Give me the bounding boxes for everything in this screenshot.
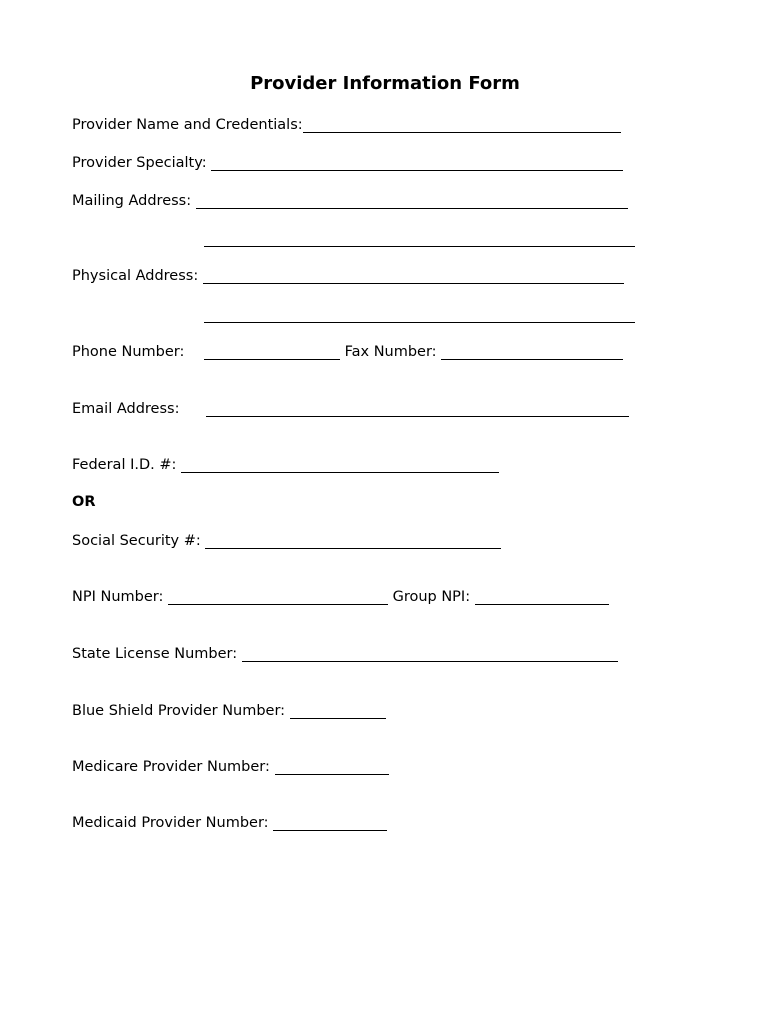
provider-specialty-blank[interactable] [211, 156, 623, 171]
provider-name-row [72, 114, 621, 134]
physical-address-blank-1[interactable] [203, 269, 624, 284]
medicaid-blank[interactable] [273, 816, 387, 831]
physical-address-row-2 [204, 304, 635, 324]
phone-label: Phone Number: [72, 344, 185, 360]
blue-shield-row [72, 700, 386, 720]
mailing-address-blank-2[interactable] [204, 232, 635, 247]
state-license-row [72, 643, 618, 663]
ssn-row [72, 530, 501, 550]
mailing-address-label: Mailing Address: [72, 193, 196, 209]
medicaid-row [72, 812, 387, 832]
phone-blank[interactable] [204, 345, 340, 360]
fax-blank[interactable] [441, 345, 623, 360]
provider-specialty-label: Provider Specialty: [72, 155, 212, 171]
state-license-blank[interactable] [242, 647, 618, 662]
fax-label: Fax Number: [340, 344, 442, 360]
mailing-address-blank-1[interactable] [196, 194, 628, 209]
email-row [72, 398, 629, 418]
ssn-blank[interactable] [205, 534, 501, 549]
blue-shield-label: Blue Shield Provider Number: [72, 703, 290, 719]
provider-name-blank[interactable] [303, 118, 621, 133]
federal-id-label: Federal I.D. #: [72, 457, 181, 473]
physical-address-row [72, 265, 624, 285]
medicare-blank[interactable] [275, 760, 389, 775]
email-label: Email Address: [72, 401, 180, 417]
federal-id-blank[interactable] [181, 458, 499, 473]
state-license-label: State License Number: [72, 646, 242, 662]
medicare-row [72, 756, 389, 776]
federal-id-row [72, 454, 499, 474]
or-label: OR [72, 494, 96, 510]
page-title: Provider Information Form [250, 73, 520, 94]
blue-shield-blank[interactable] [290, 704, 386, 719]
provider-specialty-row [72, 152, 623, 172]
group-npi-label: Group NPI: [387, 589, 475, 605]
medicare-label: Medicare Provider Number: [72, 759, 275, 775]
physical-address-label: Physical Address: [72, 268, 203, 284]
ssn-label: Social Security #: [72, 533, 206, 549]
provider-name-label: Provider Name and Credentials: [72, 117, 303, 133]
email-blank[interactable] [206, 402, 629, 417]
or-row [72, 491, 96, 511]
medicaid-label: Medicaid Provider Number: [72, 815, 274, 831]
npi-blank[interactable] [168, 590, 388, 605]
physical-address-blank-2[interactable] [204, 308, 635, 323]
npi-row [72, 586, 609, 606]
group-npi-blank[interactable] [475, 590, 609, 605]
mailing-address-row-2 [204, 228, 635, 248]
mailing-address-row [72, 190, 628, 210]
npi-label: NPI Number: [72, 589, 168, 605]
phone-fax-row [72, 341, 623, 361]
